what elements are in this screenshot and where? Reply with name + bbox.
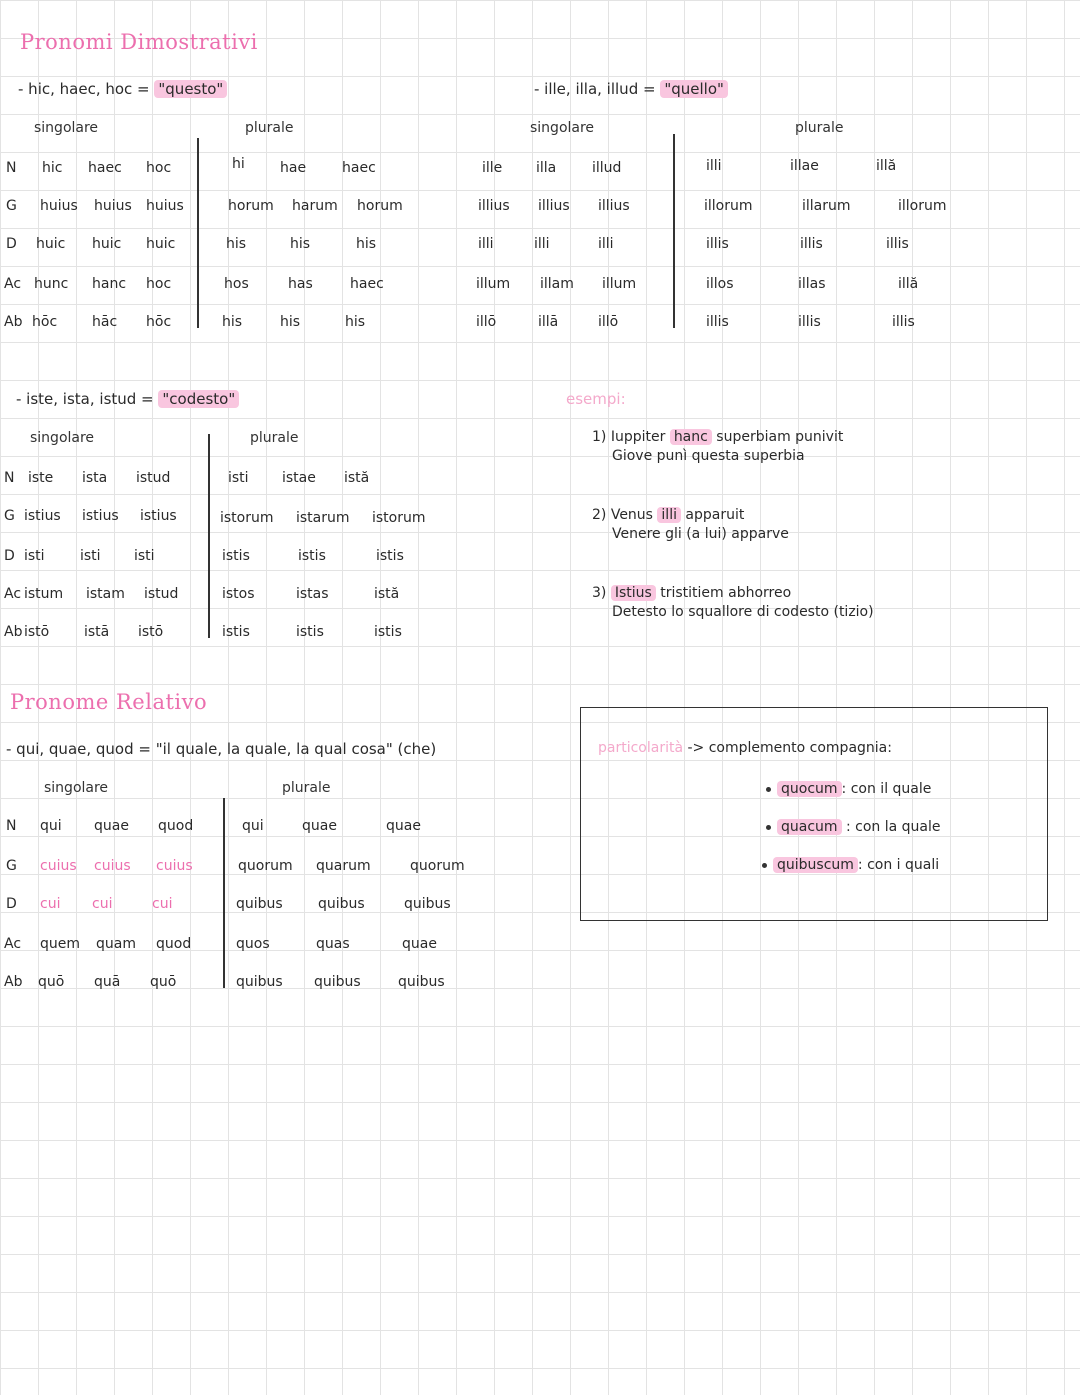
rel-pl-g-f: quarum	[316, 858, 371, 874]
example-2-latin-b: apparuit	[680, 507, 745, 523]
example-1	[592, 428, 843, 466]
relative-singular-label: singolare	[44, 780, 109, 796]
hic-sg-ac-m: hunc	[34, 276, 69, 292]
hic-sg-d-f: huic	[92, 236, 122, 252]
rel-sg-g-n: cuius	[156, 858, 193, 874]
ille-pl-ab-f: illis	[798, 314, 821, 330]
ille-pl-ac-m: illos	[706, 276, 734, 292]
ille-pl-n-n: illă	[876, 158, 897, 174]
iste-sg-g-f: istius	[82, 508, 119, 524]
rel-pl-d-f: quibus	[318, 896, 365, 912]
ille-sg-ac-f: illam	[540, 276, 574, 292]
hic-sg-ab-m: hōc	[32, 314, 58, 330]
iste-pl-ac-m: istos	[222, 586, 255, 602]
rel-sg-d-f: cui	[92, 896, 113, 912]
ille-sg-d-n: illi	[598, 236, 614, 252]
iste-meaning: "codesto"	[158, 390, 239, 408]
hic-pl-ab-f: his	[280, 314, 301, 330]
iste-sg-g-m: istius	[24, 508, 61, 524]
iste-sg-ab-m: istō	[24, 624, 50, 640]
iste-sg-d-n: isti	[134, 548, 155, 564]
rel-pl-n-m: qui	[242, 818, 264, 834]
iste-sg-g-n: istius	[140, 508, 177, 524]
hic-intro	[18, 80, 227, 98]
ille-sg-g-n: illius	[598, 198, 630, 214]
iste-case-d: D	[4, 548, 15, 564]
iste-sg-ac-f: istam	[86, 586, 125, 602]
hic-plural-label: plurale	[245, 120, 294, 136]
particularity-item-1	[766, 780, 931, 799]
rel-sg-ab-m: quō	[38, 974, 65, 990]
hic-pl-ac-n: haec	[350, 276, 384, 292]
hic-pl-ab-n: his	[345, 314, 366, 330]
particularity-item-2	[766, 818, 941, 837]
rel-sg-g-f: cuius	[94, 858, 131, 874]
rel-pl-ac-f: quas	[316, 936, 350, 952]
iste-sg-n-n: istud	[136, 470, 171, 486]
rel-pl-g-m: quorum	[238, 858, 293, 874]
ille-pl-d-m: illis	[706, 236, 729, 252]
rel-sg-d-m: cui	[40, 896, 61, 912]
ille-pl-ac-n: illă	[898, 276, 919, 292]
hic-case-ab: Ab	[4, 314, 23, 330]
iste-case-n: N	[4, 470, 15, 486]
rel-pl-n-n: quae	[386, 818, 421, 834]
iste-case-ac: Ac	[4, 586, 22, 602]
rel-sg-d-n: cui	[152, 896, 173, 912]
particularity-form-1: quocum	[777, 781, 842, 797]
hic-pl-d-f: his	[290, 236, 311, 252]
rel-pl-ab-n: quibus	[398, 974, 445, 990]
example-3-latin-b: tristitiem abhorreo	[655, 585, 792, 601]
example-2-latin	[592, 506, 789, 525]
hic-pl-n-f: hae	[280, 160, 307, 176]
particularity-item-3	[762, 856, 939, 875]
hic-pl-d-n: his	[356, 236, 377, 252]
rel-pl-n-f: quae	[302, 818, 337, 834]
iste-intro-forms: - iste, ista, istud =	[16, 390, 159, 408]
hic-case-d: D	[6, 236, 17, 252]
hic-sg-ac-f: hanc	[92, 276, 127, 292]
ille-pl-n-f: illae	[790, 158, 819, 174]
rel-sg-ac-m: quem	[40, 936, 81, 952]
iste-sg-d-m: isti	[24, 548, 45, 564]
particularity-form-2: quacum	[777, 819, 842, 835]
iste-pl-ab-n: istis	[374, 624, 402, 640]
hic-meaning: "questo"	[154, 80, 227, 98]
iste-sg-d-f: isti	[80, 548, 101, 564]
hic-case-n: N	[6, 160, 17, 176]
ille-sg-n-m: ille	[482, 160, 503, 176]
rel-sg-ab-n: quō	[150, 974, 177, 990]
iste-pl-d-f: istis	[298, 548, 326, 564]
iste-pl-n-n: istă	[344, 470, 370, 486]
ille-singular-label: singolare	[530, 120, 595, 136]
ille-sg-ab-m: illō	[476, 314, 497, 330]
example-3-italian: Detesto lo squallore di codesto (tizio)	[612, 604, 874, 620]
ille-pl-g-f: illarum	[802, 198, 851, 214]
relative-case-n: N	[6, 818, 17, 834]
ille-sg-g-f: illius	[538, 198, 570, 214]
particularity-title: particolarità	[598, 740, 684, 756]
ille-divider	[673, 134, 675, 328]
hic-case-ac: Ac	[4, 276, 22, 292]
iste-pl-ac-n: istă	[374, 586, 400, 602]
example-3-num: 3)	[592, 585, 607, 601]
rel-sg-g-m: cuius	[40, 858, 77, 874]
hic-sg-g-n: huius	[146, 198, 184, 214]
relative-case-d: D	[6, 896, 17, 912]
iste-pl-g-n: istorum	[372, 510, 426, 526]
ille-sg-n-f: illa	[536, 160, 557, 176]
particularity-arrow-text: -> complemento compagnia:	[687, 740, 892, 756]
iste-pl-d-m: istis	[222, 548, 250, 564]
iste-pl-n-m: isti	[228, 470, 249, 486]
ille-pl-g-m: illorum	[704, 198, 753, 214]
hic-sg-n-f: haec	[88, 160, 122, 176]
hic-sg-d-n: huic	[146, 236, 176, 252]
example-1-latin-a: Iuppiter	[610, 429, 670, 445]
relative-intro: - qui, quae, quod = "il quale, la quale, la qual cosa" (che)	[6, 740, 437, 758]
example-3	[592, 584, 874, 622]
hic-pl-d-m: his	[226, 236, 247, 252]
hic-pl-ac-m: hos	[224, 276, 249, 292]
rel-pl-ab-m: quibus	[236, 974, 283, 990]
ille-sg-n-n: illud	[592, 160, 622, 176]
ille-sg-ab-f: illā	[538, 314, 559, 330]
relative-divider	[223, 798, 225, 988]
hic-case-g: G	[6, 198, 17, 214]
iste-divider	[208, 434, 210, 638]
iste-singular-label: singolare	[30, 430, 95, 446]
hic-sg-n-n: hoc	[146, 160, 172, 176]
rel-pl-d-m: quibus	[236, 896, 283, 912]
hic-pl-ac-f: has	[288, 276, 313, 292]
ille-pl-ab-m: illis	[706, 314, 729, 330]
hic-sg-g-f: huius	[94, 198, 132, 214]
hic-sg-d-m: huic	[36, 236, 66, 252]
iste-pl-n-f: istae	[282, 470, 316, 486]
example-2-highlight: illi	[657, 507, 681, 523]
iste-intro	[16, 390, 239, 408]
iste-sg-ab-f: istā	[84, 624, 110, 640]
particularity-meaning-3: : con i quali	[857, 857, 940, 873]
bullet-icon	[766, 825, 771, 830]
iste-case-ab: Ab	[4, 624, 23, 640]
particularity-meaning-1: : con il quale	[841, 781, 932, 797]
relative-case-g: G	[6, 858, 17, 874]
rel-pl-ac-n: quae	[402, 936, 437, 952]
iste-pl-ab-m: istis	[222, 624, 250, 640]
particularity-heading	[598, 740, 892, 756]
iste-sg-n-m: iste	[28, 470, 54, 486]
ille-plural-label: plurale	[795, 120, 844, 136]
example-1-num: 1)	[592, 429, 607, 445]
example-1-highlight: hanc	[670, 429, 712, 445]
particularity-form-3: quibuscum	[773, 857, 858, 873]
examples-title: esempi:	[566, 390, 626, 408]
iste-sg-ab-n: istō	[138, 624, 164, 640]
hic-sg-ab-n: hōc	[146, 314, 172, 330]
ille-sg-ab-n: illō	[598, 314, 619, 330]
example-2-italian: Venere gli (a lui) apparve	[612, 526, 789, 542]
example-2-num: 2)	[592, 507, 607, 523]
rel-pl-g-n: quorum	[410, 858, 465, 874]
example-1-latin-b: superbiam punivit	[711, 429, 844, 445]
hic-sg-g-m: huius	[40, 198, 78, 214]
rel-sg-ac-f: quam	[96, 936, 136, 952]
rel-pl-ac-m: quos	[236, 936, 270, 952]
iste-pl-ac-f: istas	[296, 586, 329, 602]
hic-sg-ac-n: hoc	[146, 276, 172, 292]
ille-pl-ac-f: illas	[798, 276, 826, 292]
hic-pl-n-m: hi	[232, 156, 245, 172]
relative-case-ab: Ab	[4, 974, 23, 990]
hic-pl-g-m: horum	[228, 198, 274, 214]
example-3-latin	[592, 584, 874, 603]
bullet-icon	[762, 863, 767, 868]
example-2-latin-a: Venus	[610, 507, 658, 523]
example-2	[592, 506, 789, 544]
ille-pl-d-f: illis	[800, 236, 823, 252]
iste-pl-ab-f: istis	[296, 624, 324, 640]
ille-sg-d-m: illi	[478, 236, 494, 252]
ille-pl-d-n: illis	[886, 236, 909, 252]
ille-sg-ac-n: illum	[602, 276, 637, 292]
rel-sg-ac-n: quod	[156, 936, 192, 952]
rel-sg-n-n: quod	[158, 818, 194, 834]
section-title-relative: Pronome Relativo	[10, 690, 208, 714]
ille-pl-ab-n: illis	[892, 314, 915, 330]
example-1-italian: Giove punì questa superbia	[612, 448, 805, 464]
hic-pl-ab-m: his	[222, 314, 243, 330]
relative-case-ac: Ac	[4, 936, 22, 952]
iste-sg-n-f: ista	[82, 470, 108, 486]
hic-singular-label: singolare	[34, 120, 99, 136]
hic-pl-g-f: harum	[292, 198, 338, 214]
particularity-meaning-2: : con la quale	[841, 819, 941, 835]
iste-pl-g-f: istarum	[296, 510, 350, 526]
iste-sg-ac-n: istud	[144, 586, 179, 602]
iste-pl-d-n: istis	[376, 548, 404, 564]
ille-meaning: "quello"	[660, 80, 728, 98]
iste-sg-ac-m: istum	[24, 586, 64, 602]
hic-pl-g-n: horum	[357, 198, 403, 214]
example-1-latin	[592, 428, 843, 447]
ille-pl-g-n: illorum	[898, 198, 947, 214]
rel-pl-ab-f: quibus	[314, 974, 361, 990]
ille-sg-ac-m: illum	[476, 276, 511, 292]
rel-pl-d-n: quibus	[404, 896, 451, 912]
section-title-demonstrative: Pronomi Dimostrativi	[20, 30, 258, 54]
bullet-icon	[766, 787, 771, 792]
ille-intro-forms: - ille, illa, illud =	[534, 80, 661, 98]
hic-divider	[197, 138, 199, 328]
iste-case-g: G	[4, 508, 15, 524]
ille-sg-d-f: illi	[534, 236, 550, 252]
hic-sg-ab-f: hāc	[92, 314, 118, 330]
example-3-highlight: Istius	[611, 585, 656, 601]
ille-sg-g-m: illius	[478, 198, 510, 214]
iste-pl-g-m: istorum	[220, 510, 274, 526]
iste-plural-label: plurale	[250, 430, 299, 446]
relative-plural-label: plurale	[282, 780, 331, 796]
ille-intro	[534, 80, 728, 98]
hic-sg-n-m: hic	[42, 160, 63, 176]
hic-pl-n-n: haec	[342, 160, 376, 176]
hic-intro-forms: - hic, haec, hoc =	[18, 80, 155, 98]
rel-sg-ab-f: quā	[94, 974, 121, 990]
rel-sg-n-m: qui	[40, 818, 62, 834]
ille-pl-n-m: illi	[706, 158, 722, 174]
rel-sg-n-f: quae	[94, 818, 129, 834]
